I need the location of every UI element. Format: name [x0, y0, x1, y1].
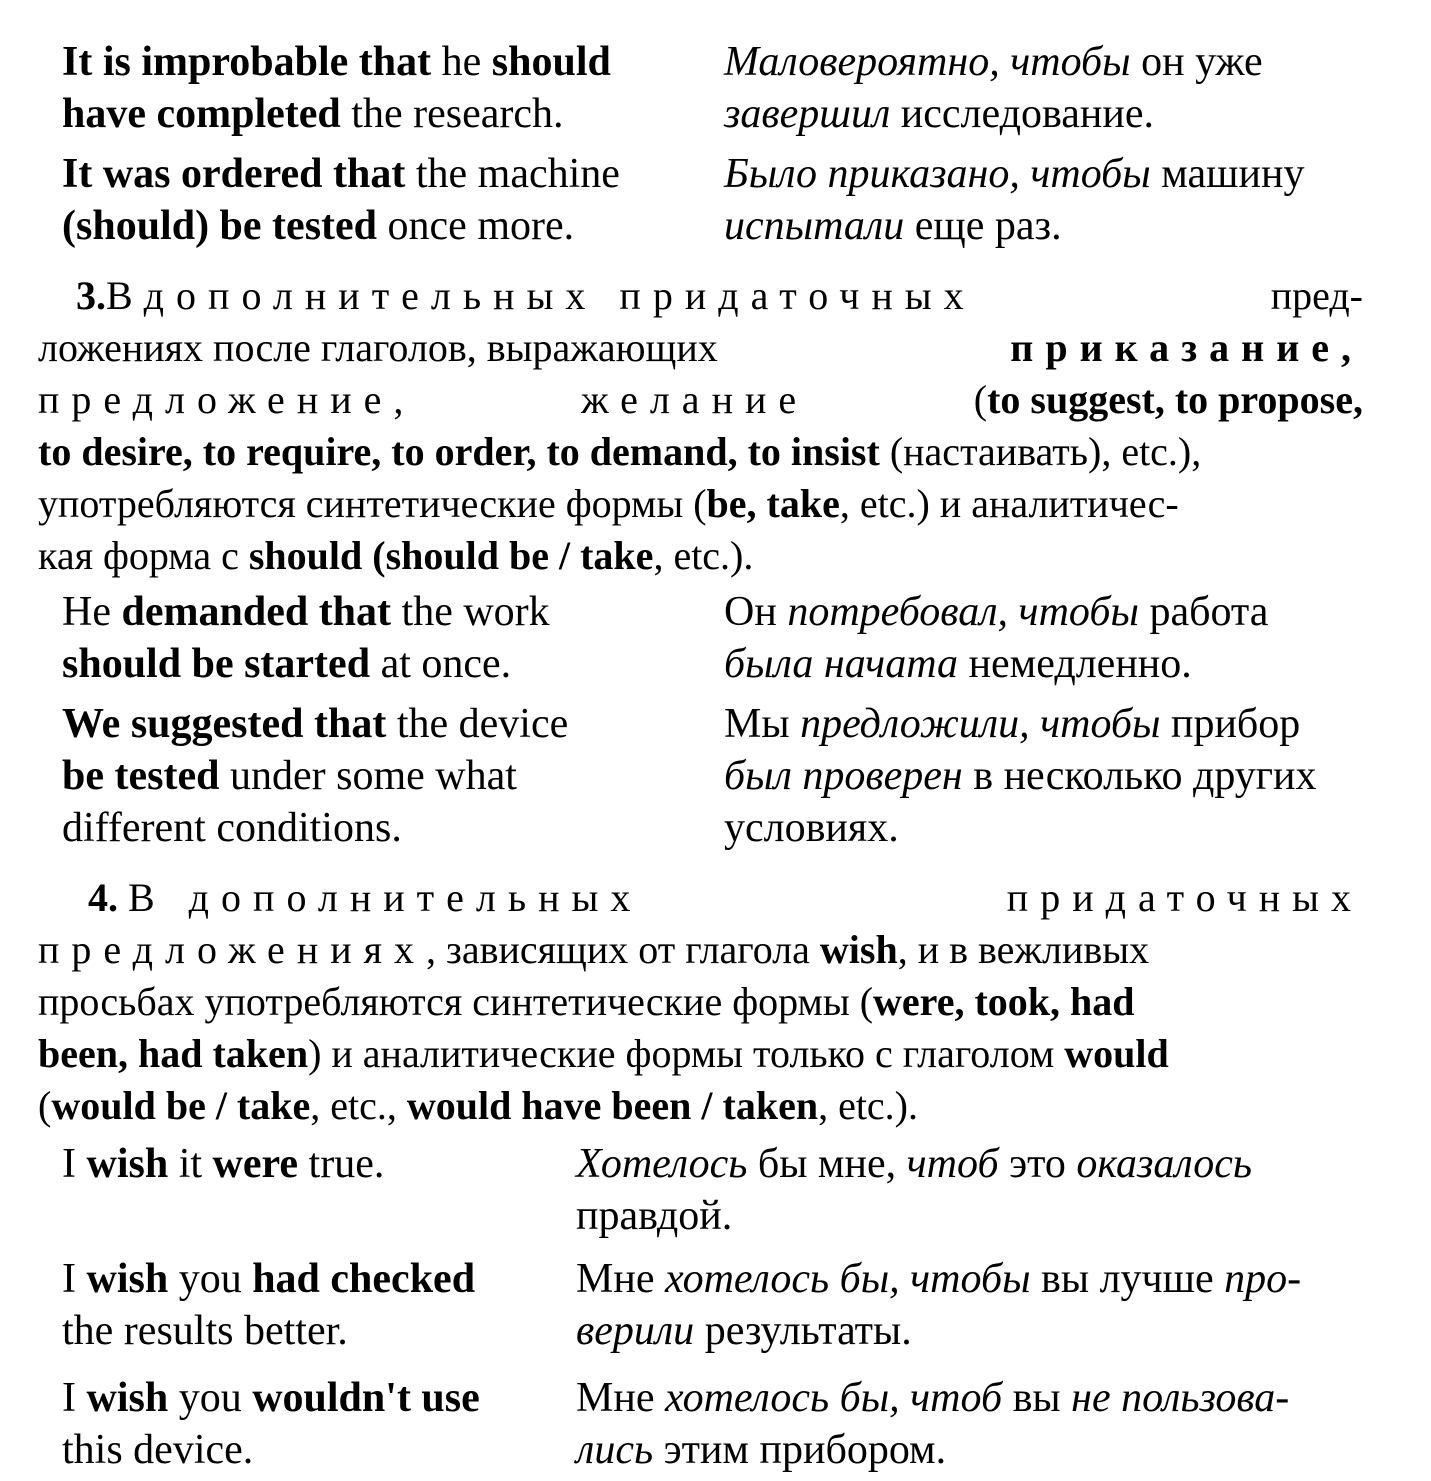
example-run: Маловероятно, чтобы — [724, 39, 1131, 85]
rule-line — [38, 374, 1363, 426]
rule-line — [38, 1028, 1363, 1080]
example-run: I — [62, 1256, 87, 1302]
russian-translation — [576, 1248, 1301, 1352]
example-run: еще раз. — [904, 203, 1062, 249]
example-run: the device — [386, 701, 569, 747]
example-run: верили — [576, 1308, 695, 1354]
example-line — [724, 586, 1268, 638]
example-run: Было приказано, чтобы — [724, 151, 1151, 197]
example-line — [62, 36, 611, 88]
example-run: лись — [576, 1427, 654, 1473]
example-pair-ordered — [0, 148, 1431, 252]
example-line — [576, 1424, 1289, 1476]
example-run: он уже — [1130, 39, 1263, 85]
example-run: he — [431, 39, 492, 85]
rule-number: 4. — [88, 875, 118, 920]
example-run: you — [168, 1256, 253, 1302]
rule-text: (would be / take, etc., would have been / taken, etc.). — [38, 1083, 919, 1128]
example-line — [62, 1424, 480, 1476]
example-run: не пользова- — [1071, 1375, 1290, 1421]
example-run: We suggested that — [62, 701, 387, 747]
rule-text: употребляются синтетические формы (be, take, etc.) и аналитичес- — [38, 481, 1179, 526]
example-line — [62, 1300, 475, 1352]
russian-translation — [724, 586, 1268, 690]
example-run: про- — [1224, 1256, 1302, 1302]
example-run: (should) be tested — [62, 203, 378, 249]
example-run: the machine — [405, 151, 620, 197]
example-run: wish — [86, 1141, 169, 1187]
english-example — [62, 698, 568, 854]
rule-line — [38, 530, 1363, 582]
rule-text: (to suggest, to propose, — [973, 377, 1363, 422]
rule-line — [38, 924, 1363, 976]
example-run: хотелось бы, чтобы — [664, 1256, 1031, 1302]
example-run: исследование. — [890, 91, 1154, 137]
example-line — [724, 638, 1268, 690]
example-line — [724, 698, 1317, 750]
example-run: He — [62, 589, 122, 635]
example-run: once more. — [377, 203, 575, 249]
rule-number: 3. — [76, 273, 106, 318]
example-run: the research. — [340, 91, 564, 137]
example-run: Он — [724, 589, 788, 635]
example-run: чтоб — [906, 1141, 999, 1187]
example-line — [724, 200, 1304, 252]
english-example — [62, 1138, 384, 1190]
rule-text: предложениях, зависящих от глагола wish, и в вежливых — [38, 927, 1150, 972]
example-run: under some what — [219, 753, 517, 799]
example-run: прибор — [1160, 701, 1301, 747]
example-line — [62, 698, 568, 750]
rule-text: to desire, to require, to order, to demand, to insist (настаивать), etc.), — [38, 429, 1202, 474]
example-run: should be started — [62, 641, 371, 687]
example-line — [724, 88, 1263, 140]
example-line — [576, 1190, 1252, 1242]
example-run: were — [212, 1141, 299, 1187]
english-example — [62, 1248, 475, 1352]
example-run: have completed — [62, 91, 341, 137]
example-run: It was ordered that — [62, 151, 406, 197]
example-run: It is improbable that — [62, 39, 432, 85]
example-run: wouldn't use — [252, 1375, 480, 1421]
example-run: had checked — [252, 1256, 476, 1302]
russian-translation — [576, 1372, 1289, 1476]
example-run: I — [62, 1141, 87, 1187]
example-line — [576, 1138, 1252, 1190]
example-run: работа — [1138, 589, 1269, 635]
example-pair-wish-checked — [0, 1248, 1431, 1368]
rule-paragraph-3 — [38, 270, 1363, 582]
example-run: it — [168, 1141, 213, 1187]
english-example — [62, 586, 550, 690]
example-run: была начата — [724, 641, 959, 687]
example-run: Мне — [576, 1375, 665, 1421]
example-run: be tested — [62, 753, 220, 799]
english-example — [62, 36, 611, 140]
example-line — [62, 750, 568, 802]
example-pair-wish-device — [0, 1372, 1431, 1476]
example-run: wish — [86, 1256, 169, 1302]
rule-keyword: предложение, — [38, 377, 416, 422]
rule-line — [38, 322, 1363, 374]
example-run: хотелось бы, чтоб — [664, 1375, 1003, 1421]
example-run: потребовал, чтобы — [787, 589, 1139, 635]
example-line — [62, 1248, 475, 1300]
rule-text: ложениях после глаголов, выражающих — [38, 325, 718, 370]
example-line — [62, 638, 550, 690]
example-run: бы мне, — [747, 1141, 907, 1187]
example-run: should — [491, 39, 611, 85]
rule-text — [88, 872, 642, 924]
example-run: I — [62, 1375, 87, 1421]
russian-translation — [724, 148, 1304, 252]
example-line — [724, 750, 1317, 802]
rule-line — [38, 478, 1363, 530]
example-pair-wish-true — [0, 1138, 1431, 1242]
example-run: результаты. — [694, 1308, 912, 1354]
example-line — [724, 148, 1304, 200]
example-run: Мы — [724, 701, 801, 747]
example-run: this device. — [62, 1427, 254, 1473]
example-run: Хотелось — [576, 1141, 748, 1187]
rule-keyword: приказание, — [1010, 325, 1363, 370]
rule-text: просьбах употребляются синтетические формы (were, took, had — [38, 979, 1135, 1024]
example-line — [62, 586, 550, 638]
example-line — [62, 148, 620, 200]
example-run: different conditions. — [62, 805, 402, 851]
example-run: вы лучше — [1030, 1256, 1225, 1302]
rule-text: пред- — [1270, 273, 1363, 318]
rule-text: been, had taken) и аналитические формы только с глаголом would — [38, 1031, 1169, 1076]
example-pair-suggested — [0, 698, 1431, 854]
example-run: машину — [1150, 151, 1305, 197]
rule-line — [38, 426, 1363, 478]
example-run: the results better. — [62, 1308, 348, 1354]
example-run: условиях. — [724, 805, 899, 851]
example-pair-improbable — [0, 36, 1431, 140]
example-run: you — [168, 1375, 253, 1421]
example-line — [62, 88, 611, 140]
example-line — [724, 36, 1263, 88]
example-line — [576, 1372, 1289, 1424]
example-run: wish — [86, 1375, 169, 1421]
example-run: это — [998, 1141, 1077, 1187]
english-example — [62, 148, 620, 252]
rule-heading-text: В дополнительных — [128, 875, 643, 920]
russian-translation — [724, 698, 1317, 854]
example-run: немедленно. — [958, 641, 1192, 687]
english-example — [62, 1372, 480, 1476]
rule-line — [38, 872, 1363, 924]
example-run: предложили, чтобы — [800, 701, 1161, 747]
rule-keyword: желание — [580, 377, 809, 422]
example-run: оказалось — [1076, 1141, 1252, 1187]
example-run: правдой. — [576, 1193, 733, 1239]
example-run: этим прибором. — [653, 1427, 947, 1473]
rule-text: кая форма с should (should be / take, etc.). — [38, 533, 754, 578]
rule-line — [38, 1080, 1363, 1132]
example-run: demanded that — [121, 589, 392, 635]
example-run: at once. — [370, 641, 512, 687]
example-line — [62, 200, 620, 252]
example-run: испытали — [724, 203, 905, 249]
example-line — [576, 1248, 1301, 1300]
example-run: в несколько других — [962, 753, 1317, 799]
rule-paragraph-4 — [38, 872, 1363, 1132]
rule-line — [38, 976, 1363, 1028]
russian-translation — [576, 1138, 1252, 1242]
rule-line — [38, 270, 1363, 322]
example-run: был проверен — [724, 753, 963, 799]
example-line — [62, 1372, 480, 1424]
example-run: вы — [1002, 1375, 1072, 1421]
rule-heading-text: Вдополнительных придаточных — [106, 273, 976, 318]
example-line — [724, 802, 1317, 854]
example-line — [62, 1138, 384, 1190]
example-line — [62, 802, 568, 854]
example-run: завершил — [724, 91, 891, 137]
example-pair-demanded — [0, 586, 1431, 690]
rule-heading-text: придаточных — [1006, 875, 1363, 920]
example-run: the work — [391, 589, 550, 635]
russian-translation — [724, 36, 1263, 140]
example-run: true. — [298, 1141, 385, 1187]
rule-text — [76, 270, 976, 322]
example-line — [576, 1300, 1301, 1352]
example-run: Мне — [576, 1256, 665, 1302]
